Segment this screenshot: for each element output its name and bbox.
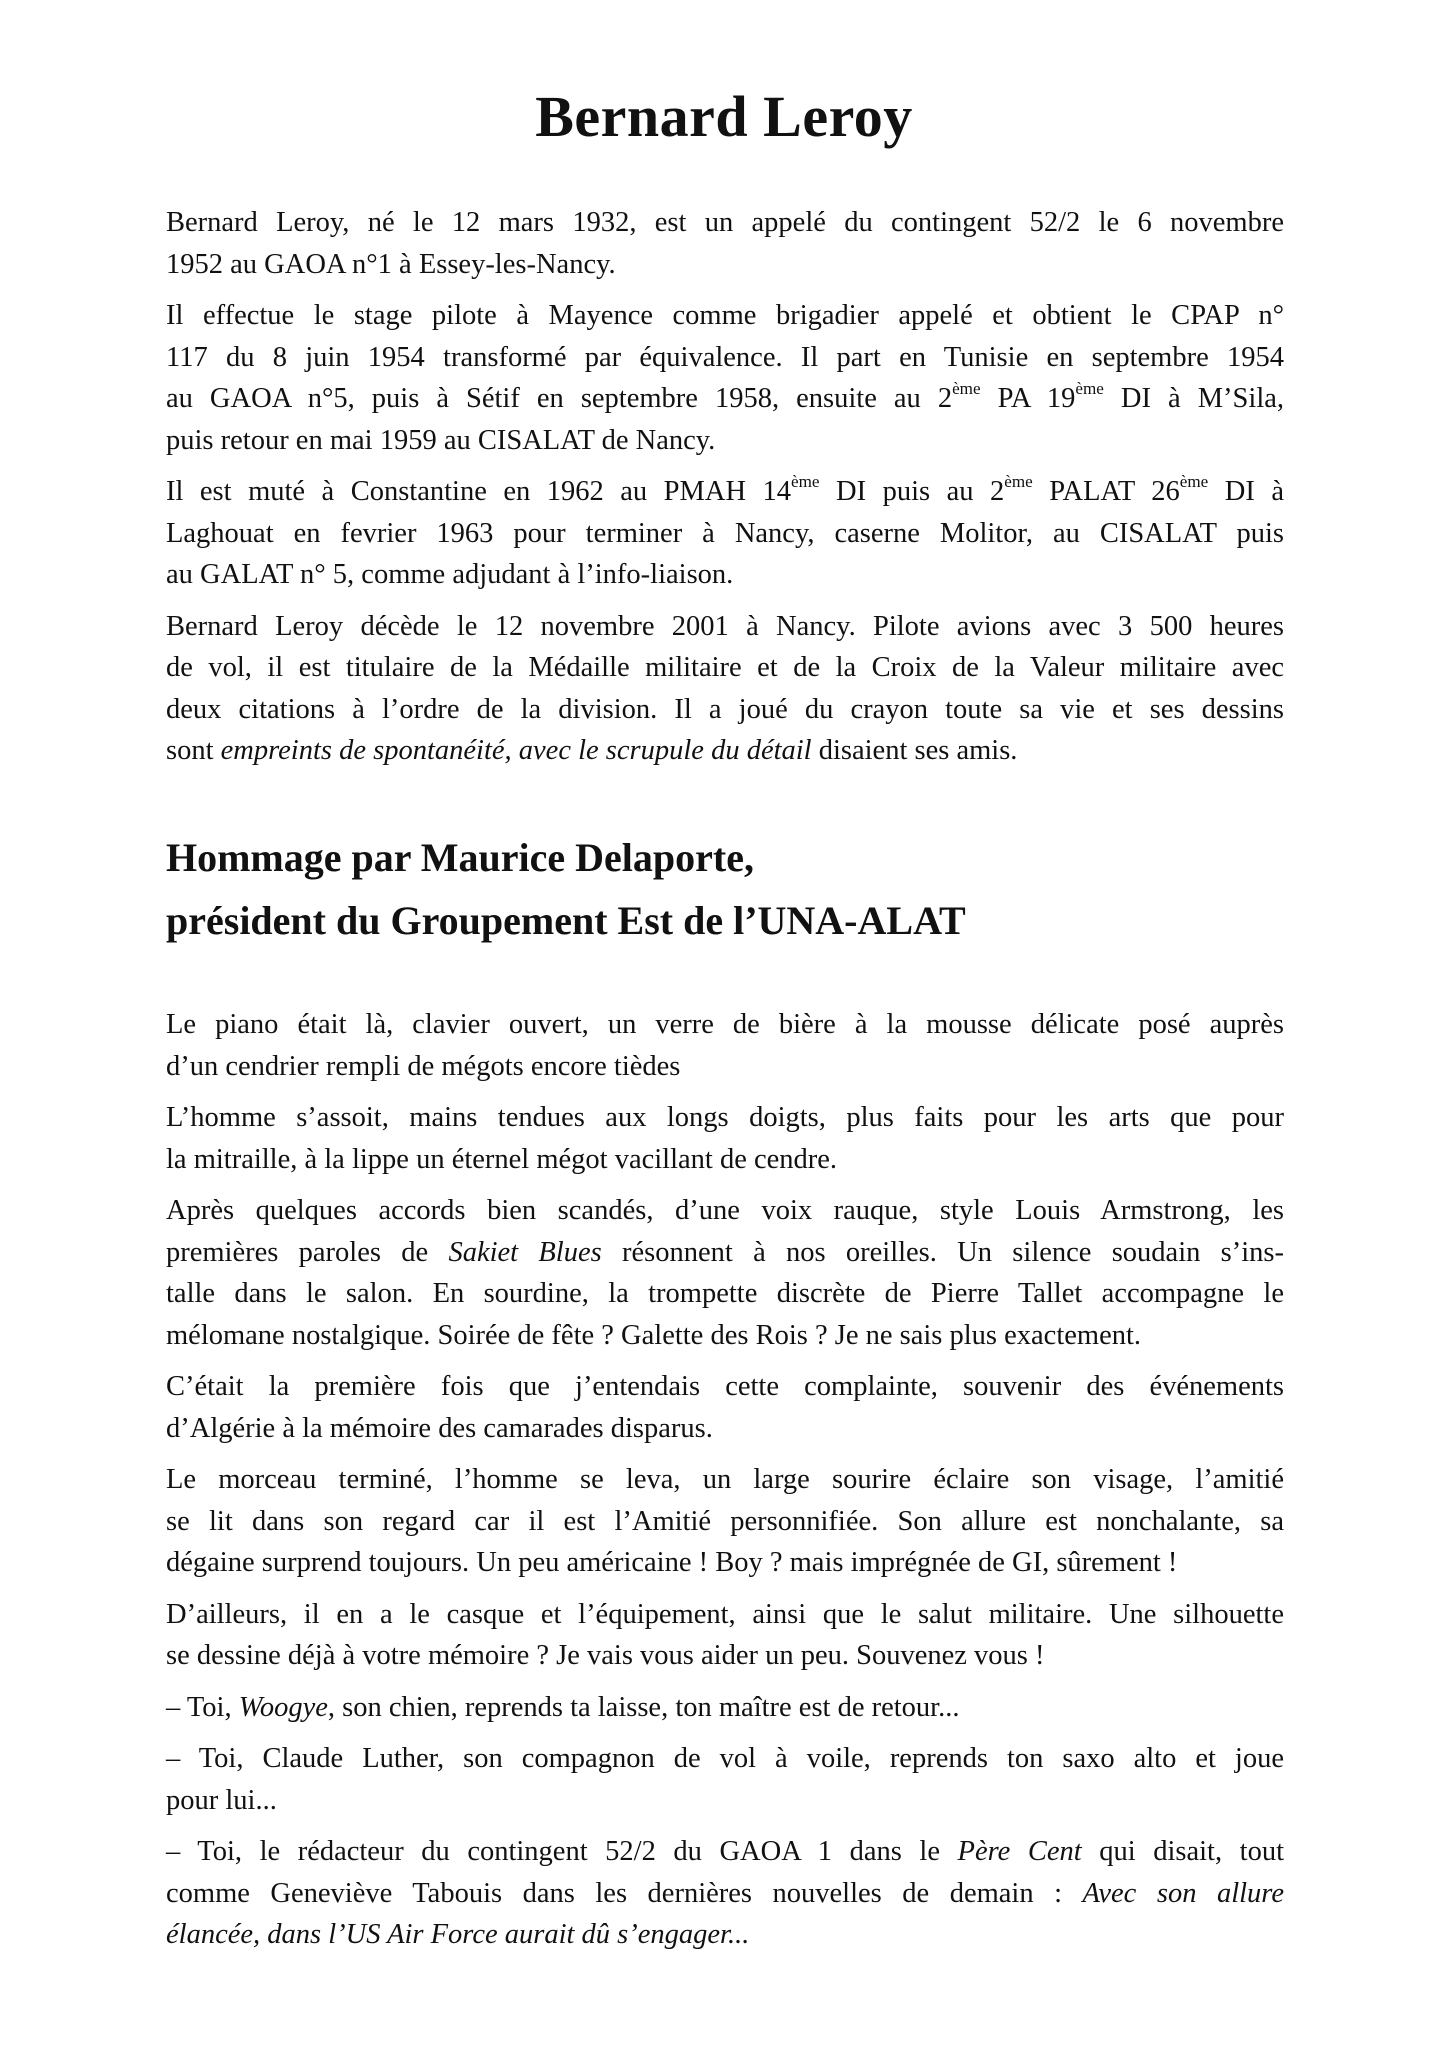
- text-line: [166, 1459, 1284, 1501]
- paragraph: [166, 471, 1284, 596]
- text-segment: comme Geneviève Tabouis dans les dernières nouvelles de demain :: [166, 1877, 1083, 1909]
- text-line: [166, 202, 1284, 244]
- italic-text: Avec son allure: [1082, 1877, 1284, 1909]
- text-line: [166, 1501, 1284, 1543]
- text-segment: se dessine déjà à votre mémoire ? Je vais vous aider un peu. Souvenez vous !: [166, 1640, 1045, 1671]
- text-line: [166, 1366, 1284, 1408]
- text-line: [166, 730, 1284, 772]
- text-line: [166, 337, 1284, 379]
- text-line: [166, 1232, 1284, 1274]
- superscript: ème: [952, 379, 981, 399]
- text-segment: 117 du 8 juin 1954 transformé par équivalence. Il part en Tunisie en septembre 1954: [166, 341, 1284, 373]
- text-segment: deux citations à l’ordre de la division. Il a joué du crayon toute sa vie et ses dessins: [166, 693, 1284, 725]
- italic-text: Père Cent: [957, 1836, 1082, 1867]
- text-line: [166, 1004, 1284, 1046]
- paragraph: [166, 1831, 1284, 1956]
- text-segment: D’ailleurs, il en a le casque et l’équipement, ainsi que le salut militaire. Une silhouette: [166, 1598, 1284, 1630]
- paragraph: [166, 1366, 1284, 1449]
- text-segment: d’Algérie à la mémoire des camarades disparus.: [166, 1412, 713, 1444]
- section-heading-line-1: Hommage par Maurice Delaporte,: [166, 835, 754, 880]
- text-line: [166, 1315, 1284, 1357]
- text-line: [166, 1273, 1284, 1315]
- text-line: [166, 295, 1284, 337]
- superscript: ème: [1179, 472, 1209, 492]
- text-segment: Le morceau terminé, l’homme se leva, un large sourire éclaire son visage, l’amitié: [166, 1464, 1284, 1495]
- text-segment: puis retour en mai 1959 au CISALAT de Nancy.: [166, 424, 716, 456]
- section-heading: [166, 826, 1284, 952]
- text-line: [166, 1097, 1284, 1139]
- biography-paragraphs: [166, 202, 1284, 772]
- text-line: [166, 1687, 1284, 1729]
- text-segment: pour lui...: [166, 1784, 277, 1816]
- text-line: [166, 1046, 1284, 1088]
- italic-text: empreints de spontanéité, avec le scrupule du détail: [220, 735, 812, 766]
- italic-text: Woogye: [238, 1691, 328, 1723]
- text-line: [166, 1873, 1284, 1915]
- paragraph: [166, 1190, 1284, 1356]
- hommage-paragraphs: [166, 1004, 1284, 1956]
- italic-text: élancée, dans l’US Air Force aurait dû s’engager...: [166, 1919, 750, 1950]
- text-segment: DI à: [1208, 476, 1285, 507]
- text-line: [166, 1635, 1284, 1677]
- text-segment: 1952 au GAOA n°1 à Essey-les-Nancy.: [166, 248, 616, 280]
- text-segment: PA 19: [980, 383, 1076, 414]
- biography-section: [166, 202, 1284, 782]
- text-line: [166, 1831, 1284, 1873]
- text-segment: se lit dans son regard car il est l’Amitié personnifiée. Son allure est nonchalante, sa: [166, 1505, 1284, 1537]
- text-segment: mélomane nostalgique. Soirée de fête ? Galette des Rois ? Je ne sais plus exactement.: [166, 1319, 1142, 1351]
- text-segment: – Toi, Claude Luther, son compagnon de vol à voile, reprends ton saxo alto et joue: [166, 1743, 1284, 1774]
- text-line: [166, 1408, 1284, 1450]
- text-segment: la mitraille, à la lippe un éternel mégot vacillant de cendre.: [166, 1143, 838, 1175]
- page-title: Bernard Leroy: [535, 84, 913, 149]
- text-segment: talle dans le salon. En sourdine, la trompette discrète de Pierre Tallet accompagne le: [166, 1278, 1284, 1309]
- paragraph: [166, 606, 1284, 772]
- text-segment: Le piano était là, clavier ouvert, un verre de bière à la mousse délicate posé auprès: [166, 1009, 1284, 1040]
- paragraph: [166, 1738, 1284, 1821]
- text-line: [166, 1914, 1284, 1956]
- text-segment: C’était la première fois que j’entendais cette complainte, souvenir des événements: [166, 1371, 1284, 1402]
- text-segment: DI puis au 2: [819, 476, 1005, 507]
- text-segment: – Toi,: [166, 1691, 239, 1723]
- text-segment: au GALAT n° 5, comme adjudant à l’info-liaison.: [166, 559, 734, 590]
- text-segment: de vol, il est titulaire de la Médaille militaire et de la Croix de la Valeur militaire avec: [166, 652, 1284, 683]
- text-segment: L’homme s’assoit, mains tendues aux longs doigts, plus faits pour les arts que pour: [166, 1102, 1284, 1133]
- text-line: [166, 471, 1284, 513]
- text-line: [166, 1542, 1284, 1584]
- paragraph: [166, 1687, 1284, 1729]
- text-line: [166, 378, 1284, 420]
- text-line: [166, 1139, 1284, 1181]
- text-segment: PALAT 26: [1032, 476, 1180, 507]
- paragraph: [166, 202, 1284, 285]
- text-segment: Il est muté à Constantine en 1962 au PMAH 14: [166, 476, 792, 507]
- text-segment: résonnent à nos oreilles. Un silence soudain s’ins-: [601, 1236, 1284, 1268]
- paragraph: [166, 1004, 1284, 1087]
- text-segment: DI à M’Sila,: [1103, 383, 1285, 414]
- text-line: [166, 689, 1284, 731]
- text-line: [166, 606, 1284, 648]
- text-segment: sont: [166, 735, 221, 766]
- superscript: ème: [1075, 379, 1104, 399]
- text-line: [166, 1738, 1284, 1780]
- text-line: [166, 1594, 1284, 1636]
- hommage-section: [166, 1004, 1284, 1966]
- superscript: ème: [1004, 472, 1033, 492]
- text-segment: Il effectue le stage pilote à Mayence comme brigadier appelé et obtient le CPAP n°: [166, 300, 1284, 331]
- section-heading-line-2: président du Groupement Est de l’UNA-ALAT: [166, 898, 966, 943]
- hommage-heading: [166, 826, 1284, 952]
- text-segment: qui disait, tout: [1081, 1836, 1284, 1867]
- text-segment: premières paroles de: [166, 1236, 449, 1268]
- text-line: [166, 554, 1284, 596]
- text-line: [166, 1190, 1284, 1232]
- text-segment: , son chien, reprends ta laisse, ton maître est de retour...: [327, 1691, 960, 1723]
- text-line: [166, 647, 1284, 689]
- italic-text: Sakiet Blues: [448, 1236, 602, 1268]
- paragraph: [166, 295, 1284, 461]
- text-line: [166, 244, 1284, 286]
- paragraph: [166, 1459, 1284, 1584]
- text-segment: d’un cendrier rempli de mégots encore tièdes: [166, 1050, 681, 1082]
- text-segment: dégaine surprend toujours. Un peu américaine ! Boy ? mais imprégnée de GI, sûrement !: [166, 1547, 1178, 1578]
- text-segment: au GAOA n°5, puis à Sétif en septembre 1958, ensuite au 2: [166, 383, 953, 414]
- paragraph: [166, 1594, 1284, 1677]
- text-segment: Laghouat en fevrier 1963 pour terminer à Nancy, caserne Molitor, au CISALAT puis: [166, 517, 1284, 549]
- text-segment: disaient ses amis.: [811, 735, 1018, 766]
- text-line: [166, 513, 1284, 555]
- paragraph: [166, 1097, 1284, 1180]
- text-segment: Bernard Leroy, né le 12 mars 1932, est un appelé du contingent 52/2 le 6 novembre: [166, 207, 1284, 238]
- text-line: [166, 420, 1284, 462]
- text-segment: Après quelques accords bien scandés, d’une voix rauque, style Louis Armstrong, les: [166, 1195, 1284, 1226]
- superscript: ème: [791, 472, 820, 492]
- text-segment: – Toi, le rédacteur du contingent 52/2 du GAOA 1 dans le: [166, 1836, 958, 1867]
- text-line: [166, 1780, 1284, 1822]
- text-segment: Bernard Leroy décède le 12 novembre 2001 à Nancy. Pilote avions avec 3 500 heures: [166, 610, 1284, 642]
